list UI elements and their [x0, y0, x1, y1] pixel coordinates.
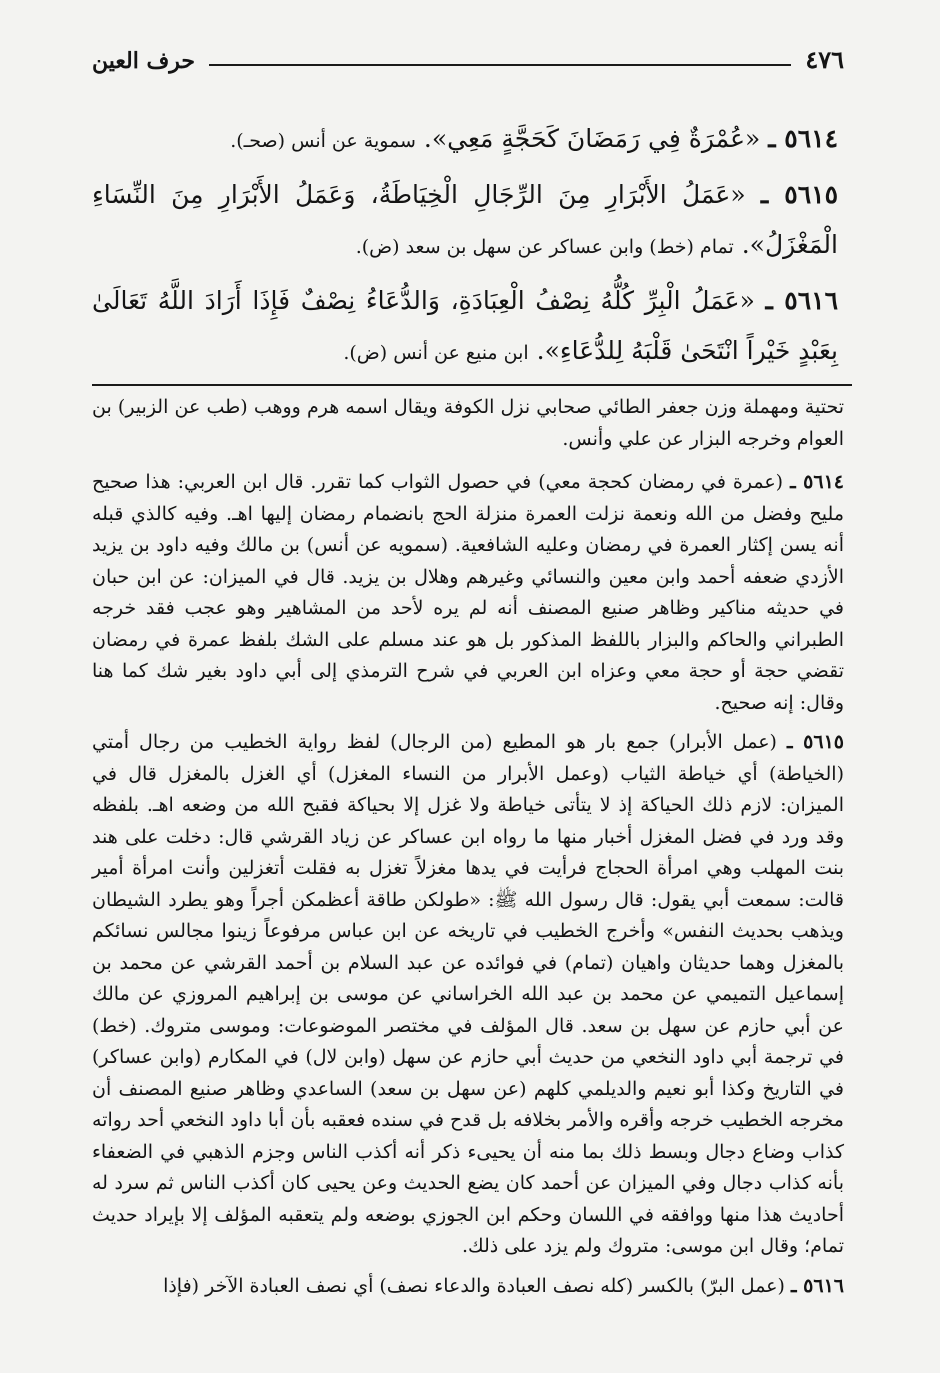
commentary-number: ٥٦١٦ ـ: [790, 1274, 844, 1297]
page-header: [92, 40, 844, 74]
hadith-source: تمام (خط) وابن عساكر عن سهل بن سعد (ض).: [355, 236, 734, 258]
chapter-title: حرف العين: [92, 48, 196, 74]
hadith-number: ٥٦١٤ ـ: [768, 124, 838, 153]
hadith-source: ابن منيع عن أنس (ض).: [343, 342, 529, 364]
commentary-paragraph: [92, 1271, 844, 1303]
commentary-paragraph: [92, 727, 844, 1263]
hadith-entry: [92, 170, 844, 272]
commentary-section: [92, 392, 844, 1302]
hadith-number: ٥٦١٥ ـ: [760, 180, 838, 209]
hadith-text: «عَمَلُ الْبِرِّ كُلُّهُ نِصْفُ الْعِبَادَةِ، وَالدُّعَاءُ نِصْفٌ فَإِذَا أَرَادَ اللَّهُ تَعَالَىٰ بِعَبْدٍ خَيْراً انْتَحَىٰ قَلْبَهُ لِلدُّعَاءِ».: [92, 286, 838, 365]
commentary-text: (عمل البرّ) بالكسر (كله نصف العبادة والدعاء نصف) أي نصف العبادة الآخر (فإذا: [163, 1274, 785, 1297]
page-number: ٤٧٦: [805, 45, 844, 74]
hadith-section: [92, 114, 844, 378]
commentary-number: ٥٦١٥ ـ: [787, 731, 844, 753]
hadith-source: سموية عن أنس (صحـ).: [230, 130, 416, 152]
commentary-text: (عمرة في رمضان كحجة معي) في حصول الثواب كما تقرر. قال ابن العربي: هذا صحيح مليح وفضل من الله ونعمة نزلت العمرة منزلة الحج بانضمام رمضان إليها اهـ. وفيه كالذي قبله أنه يسن إكثار العمرة في رمضان وعليه الشافعية. (سمويه عن أنس) بن مالك وفيه داود بن يزيد الأزدي ضعفه أحمد وابن معين والنسائي وغيرهم وهلال بن يزيد. قال في الميزان: عن ابن حبان في حديثه مناكير وظاهر صنيع المصنف أنه لم يره لأحد من المشاهير وهو عجب فقد خرجه الطبراني والحاكم والبزار باللفظ المذكور بل هو عند مسلم على الشك بلفظ عمرة في رمضان تقضي حجة أو حجة معي وعزاه ابن العربي في شرح الترمذي إلى أبي داود بغير شك كما هنا وقال: إنه صحيح.: [92, 471, 844, 714]
commentary-text: (عمل الأبرار) جمع بار هو المطيع (من الرجال) لفظ رواية الخطيب من رجال أمتي (الخياطة) أي خياطة الثياب (وعمل الأبرار من النساء المغزل) أي الغزل بالمغزل قال في الميزان: لازم ذلك الحياكة إذ لا يتأتى خياطة ولا غزل إلا بحياكة فقبح الله من وضعه اهـ. بلفظه وقد ورد في فضل المغزل أخبار منها ما رواه ابن عساكر عن زياد القرشي قال: دخلت على هند بنت المهلب وهي امرأة الحجاج فرأيت في يدها مغزلاً تغزل به فقلت أتغزلين وأنت امرأة أمير قالت: سمعت أبي يقول: قال رسول الله ﷺ: «طولكن طاقة أعظمكن أجراً وهو يطرد الشيطان ويذهب بحديث النفس» وأخرج الخطيب في تاريخه عن ابن عباس مرفوعاً زينوا مجالس نسائكم بالمغزل وهما حديثان واهيان (تمام) في فوائده عن عبد السلام بن أحمد القرشي عن محمد بن إسماعيل التميمي عن محمد بن عبد الله الخراساني عن موسى بن إبراهيم المروزي عن مالك عن أبي حازم عن سهل بن سعد. قال المؤلف في مختصر الموضوعات: وموسى متروك. (خط) في ترجمة أبي داود النخعي من حديث أبي حازم عن سهل (وابن لال) في المكارم (وابن عساكر) في التاريخ وكذا أبو نعيم والديلمي كلهم (عن سهل بن سعد) الساعدي وظاهر صنيع المصنف أن مخرجه الخطيب خرجه وأقره والأمر بخلافه بل قدح في سنده فعقبه بأن أبا داود النخعي أحد رواته كذاب وضاع دجال وبسط ذلك بما منه أن يحيىء ذكر أنه أكذب الناس وجزم الذهبي في الضعفاء بأنه كذاب دجال وفي الميزان عن أحمد كان يضع الحديث وعن يحيى كان أكذب الناس ثم سرد له أحاديث هذا منها ووافقه في اللسان وحكم ابن الجوزي بوضعه ولم يتعقبه المؤلف إلا بإيراد حديث تمام؛ وقال ابن موسى: متروك ولم يزد على ذلك.: [92, 731, 844, 1257]
hadith-entry: [92, 114, 844, 166]
commentary-paragraph: [92, 467, 844, 719]
hadith-number: ٥٦١٦ ـ: [765, 286, 838, 315]
commentary-number: ٥٦١٤ ـ: [790, 471, 844, 493]
hadith-entry: [92, 276, 844, 378]
section-divider: [92, 384, 852, 386]
hadith-text: «عَمَلُ الأَبْرَارِ مِنَ الرِّجَالِ الْخِيَاطَةُ، وَعَمَلُ الأَبْرَارِ مِنَ النِّسَاءِ الْمَغْزَلُ».: [92, 180, 838, 259]
commentary-intro: تحتية ومهملة وزن جعفر الطائي صحابي نزل الكوفة ويقال اسمه هرم ووهب (طب عن الزبير) بن العوام وخرجه البزار عن علي وأنس.: [92, 396, 844, 450]
hadith-text: «عُمْرَةٌ فِي رَمَضَانَ كَحَجَّةٍ مَعِي».: [423, 124, 761, 153]
header-rule: [209, 64, 791, 66]
